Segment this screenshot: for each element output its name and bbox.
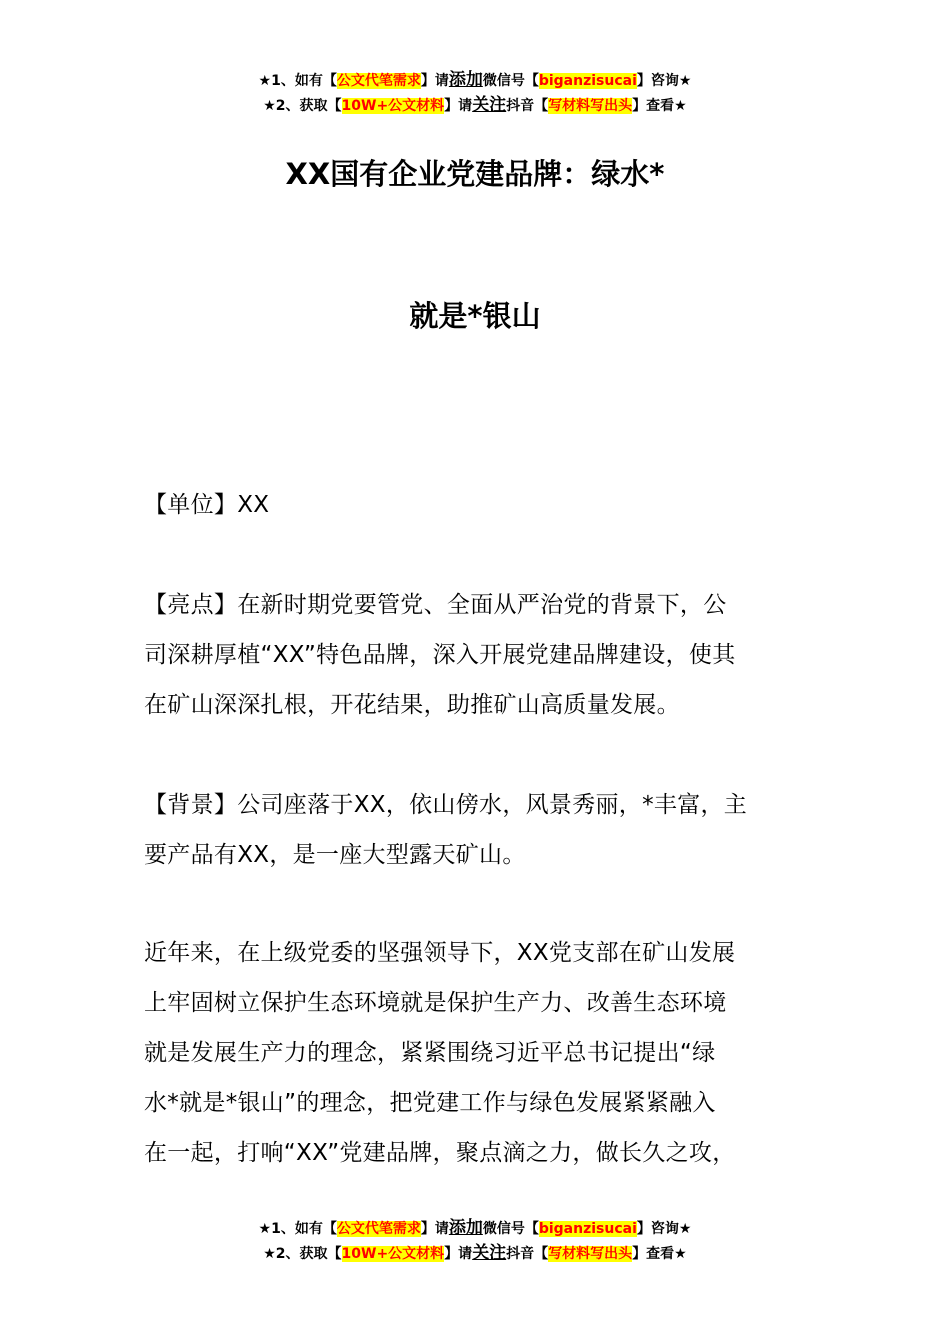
paragraph-line: 要产品有XX，是一座大型露天矿山。 <box>144 842 526 868</box>
banner-highlight: 公文代笔需求 <box>336 1221 421 1237</box>
paragraph-line: 近年来，在上级党委的坚强领导下，XX党支部在矿山发展 <box>144 940 736 966</box>
banner-highlight-douyin-id: 写材料写出头 <box>548 1246 633 1262</box>
banner-highlight: 公文代笔需求 <box>336 73 421 89</box>
banner-underlined: 添加 <box>448 70 483 90</box>
paragraph-line: 上牢固树立保护生态环境就是保护生产力、改善生态环境 <box>144 990 727 1016</box>
banner-text: 】查看★ <box>632 1246 687 1262</box>
banner-underlined: 关注 <box>472 95 507 115</box>
banner-line-1 <box>0 68 950 93</box>
banner-text: 】请 <box>444 98 473 114</box>
banner-text: 微信号【 <box>482 1221 539 1237</box>
paragraph-line: 司深耕厚植“XX”特色品牌，深入开展党建品牌建设，使其 <box>144 642 736 668</box>
banner-text: ★1、如有【 <box>258 1221 337 1237</box>
highlight-paragraph <box>144 580 812 730</box>
recent-years-paragraph <box>144 928 812 1178</box>
banner-highlight: 10W+公文材料 <box>341 98 445 114</box>
banner-line-1 <box>0 1216 950 1241</box>
banner-text: 】咨询★ <box>636 1221 692 1237</box>
banner-highlight: 10W+公文材料 <box>341 1246 445 1262</box>
paragraph-line: 水*就是*银山”的理念，把党建工作与绿色发展紧紧融入 <box>144 1090 716 1116</box>
paragraph-line: 在一起，打响“XX”党建品牌，聚点滴之力，做长久之攻， <box>144 1140 736 1166</box>
paragraph-line: 就是发展生产力的理念，紧紧围绕习近平总书记提出“绿 <box>144 1040 716 1066</box>
banner-line-2 <box>0 93 950 118</box>
document-title-line-1: XX国有企业党建品牌：绿水* <box>285 157 665 191</box>
banner-underlined: 关注 <box>472 1243 507 1263</box>
banner-text: 微信号【 <box>482 73 539 89</box>
paragraph-line: 【亮点】在新时期党要管党、全面从严治党的背景下，公 <box>144 592 727 618</box>
banner-text: 】请 <box>420 1221 449 1237</box>
banner-text: 】咨询★ <box>636 73 692 89</box>
banner-text: ★2、获取【 <box>263 98 342 114</box>
banner-text: 】请 <box>420 73 449 89</box>
header-banner <box>0 68 950 118</box>
banner-line-2 <box>0 1241 950 1266</box>
banner-text: 】查看★ <box>632 98 687 114</box>
paragraph-line: 【背景】公司座落于XX，依山傍水，风景秀丽，*丰富，主 <box>144 792 748 818</box>
paragraph-line: 【单位】XX <box>144 492 270 518</box>
banner-text: 抖音【 <box>506 98 549 114</box>
banner-highlight-douyin-id: 写材料写出头 <box>548 98 633 114</box>
background-paragraph <box>144 780 812 880</box>
banner-underlined: 添加 <box>448 1218 483 1238</box>
banner-highlight-wechat-id: biganzisucai <box>538 73 637 89</box>
footer-banner <box>0 1216 950 1266</box>
banner-text: 】请 <box>444 1246 473 1262</box>
banner-text: ★1、如有【 <box>258 73 337 89</box>
banner-highlight-wechat-id: biganzisucai <box>538 1221 637 1237</box>
document-title-line-2: 就是*银山 <box>409 299 541 333</box>
banner-text: ★2、获取【 <box>263 1246 342 1262</box>
banner-text: 抖音【 <box>506 1246 549 1262</box>
unit-paragraph <box>144 480 812 530</box>
paragraph-line: 在矿山深深扎根，开花结果，助推矿山高质量发展。 <box>144 692 680 718</box>
